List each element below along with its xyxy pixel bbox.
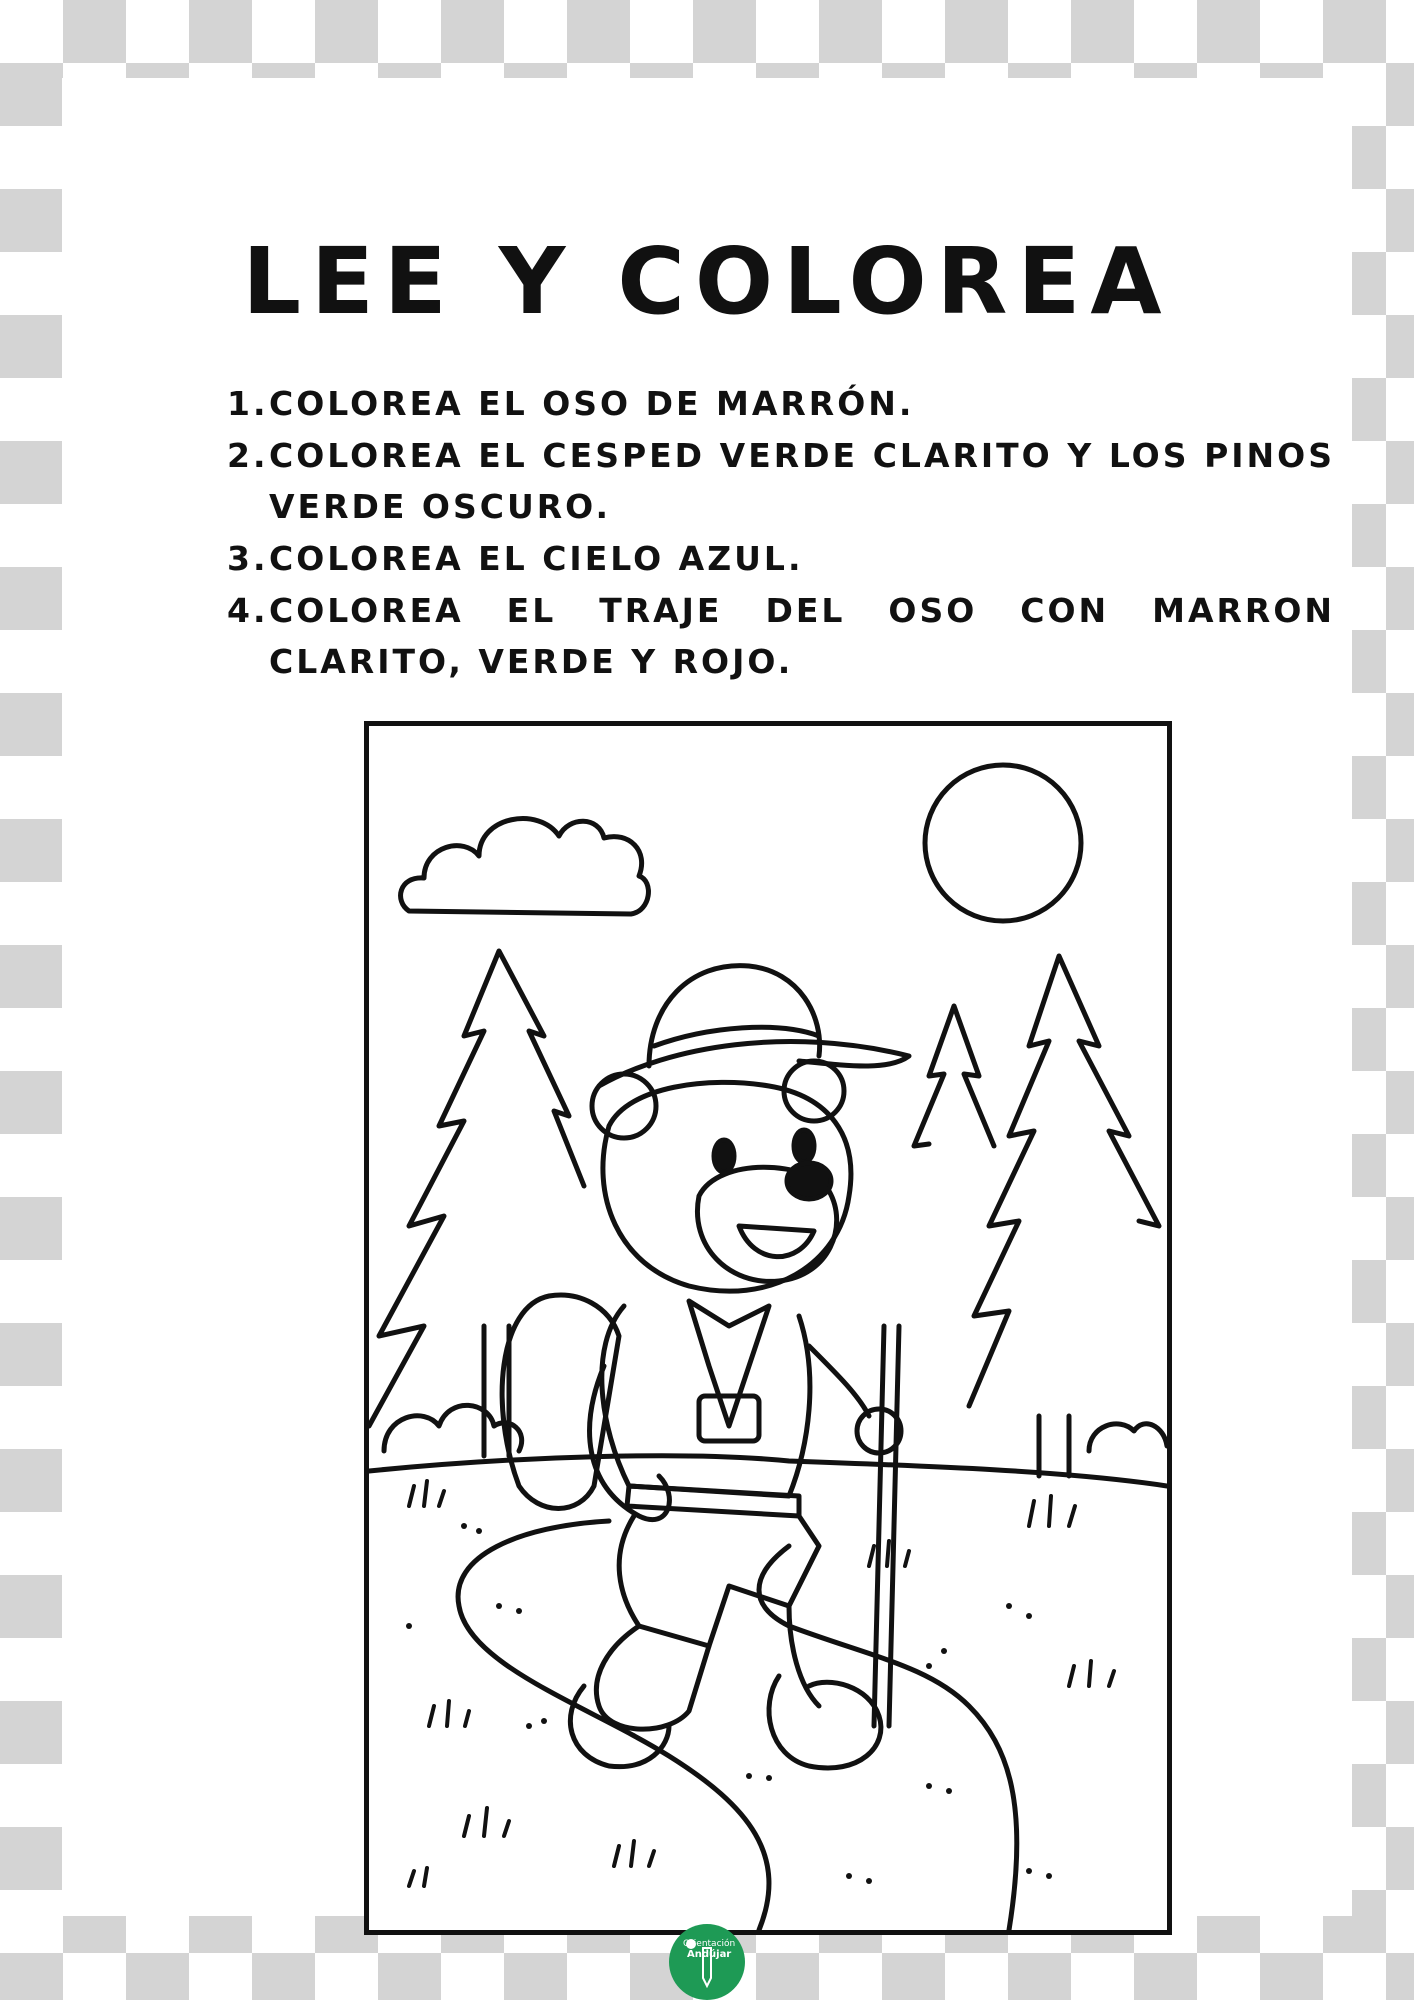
instruction-text: COLOREA EL OSO DE MARRÓN. xyxy=(269,384,915,423)
instruction-item-1 xyxy=(227,378,1335,429)
bear-belt xyxy=(627,1486,799,1516)
logo-text-line2: Andújar xyxy=(687,1949,732,1960)
logo-text-line1: Orientación xyxy=(683,1939,736,1949)
instruction-text: COLOREA EL CESPED VERDE CLARITO Y LOS PINOS VERDE OSCURO. xyxy=(269,436,1335,526)
grass-tuft xyxy=(1029,1496,1075,1526)
bear-nose xyxy=(787,1163,831,1199)
grass-tuft xyxy=(464,1808,509,1836)
trail-path xyxy=(458,1521,769,1930)
grass-tuft xyxy=(1069,1661,1114,1686)
pine-tree-right xyxy=(969,956,1159,1476)
worksheet-title: LEE Y COLOREA xyxy=(242,228,1172,335)
walking-stick xyxy=(874,1326,899,1726)
worksheet-page xyxy=(62,78,1352,1916)
instruction-number: 3. xyxy=(227,539,269,578)
cloud-shape xyxy=(401,819,649,914)
sun-shape xyxy=(925,765,1081,921)
bear-arm-right xyxy=(809,1346,869,1416)
bear-eye-left xyxy=(714,1140,734,1172)
pebble-dots xyxy=(406,1523,1052,1884)
grass-tuft xyxy=(869,1541,909,1566)
grass-tuft xyxy=(429,1701,469,1726)
bear-boot-right xyxy=(769,1676,881,1768)
instruction-number: 2. xyxy=(227,436,269,475)
instruction-list xyxy=(227,378,1335,688)
instruction-number: 4. xyxy=(227,591,269,630)
instruction-text: COLOREA EL CIELO AZUL. xyxy=(269,539,804,578)
instruction-item-4 xyxy=(227,585,1335,687)
grass-tuft xyxy=(614,1841,654,1866)
instruction-number: 1. xyxy=(227,384,269,423)
brand-logo xyxy=(669,1924,745,2000)
hill-line xyxy=(369,1456,1167,1486)
coloring-illustration xyxy=(369,726,1167,1930)
instruction-item-2 xyxy=(227,430,1335,532)
instruction-text: COLOREA EL TRAJE DEL OSO CON MARRON CLARITO, VERDE Y ROJO. xyxy=(269,591,1335,681)
bear-mouth xyxy=(739,1226,814,1257)
grass-tuft xyxy=(409,1868,427,1886)
grass-tuft xyxy=(409,1481,444,1506)
bear-shirt xyxy=(602,1306,810,1496)
bear-leg-right xyxy=(789,1606,819,1706)
coloring-picture-frame xyxy=(364,721,1172,1935)
bush-right xyxy=(1089,1424,1167,1451)
ranger-hat-crown xyxy=(649,966,820,1066)
pine-tree-middle xyxy=(914,1006,994,1146)
pine-tree-left xyxy=(369,951,584,1456)
instruction-item-3 xyxy=(227,533,1335,584)
trail-path-edge xyxy=(759,1546,1017,1930)
bear-eye-right xyxy=(794,1130,814,1162)
